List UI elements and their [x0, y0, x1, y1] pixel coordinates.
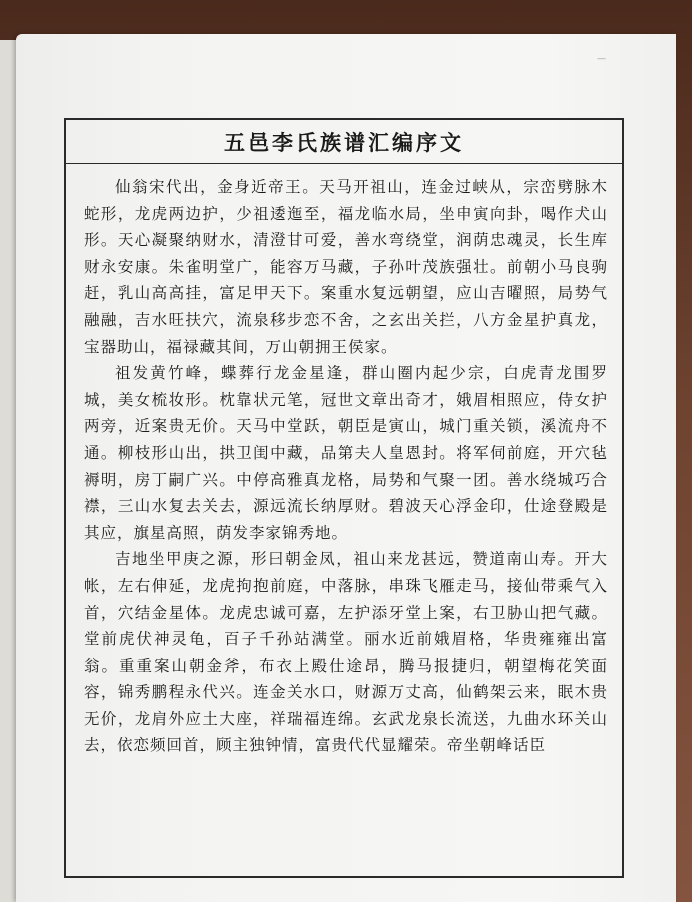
paragraph-3: 吉地坐甲庚之源，形曰朝金凤，祖山来龙甚远，赞道南山寿。开大帐，左右伸延，龙虎拘抱前庭，中落脉，串珠飞雁走马，接仙带乘气入首，穴结金星体。龙虎忠诚可嘉，左护添牙堂上案，右卫胁山把气藏。堂前虎伏神灵龟，百子千孙站满堂。丽水近前娥眉格，华贵雍雍出富翁。重重案山朝金斧，布衣上殿仕途昂，腾马报捷归，朝望梅花笑面容，锦秀鹏程永代兴。连金关水口，财源万丈高，仙鹤架云来，眠木贵无价，龙肩外应土大座，祥瑞福连绵。玄武龙泉长流送，九曲水环关山去，依恋频回首，顾主独钟情，富贵代代显耀荣。帝坐朝峰话臣	[84, 550, 608, 755]
document-title: 五邑李氏族谱汇编序文	[224, 130, 464, 155]
paragraph-2: 祖发黄竹峰，蝶葬行龙金星逢，群山圈内起少宗，白虎青龙围罗城，美女梳妆形。枕靠状元笔，冠世文章出奇才，娥眉相照应，侍女护两旁，近案贵无价。天马中堂跃，朝臣是寅山，城门重关锁，溪流舟不通。柳枝形山出，拱卫闺中藏，品第夫人皇恩封。将军伺前庭，开穴毡褥明，房丁嗣广兴。中停高雅真龙格，局势和气聚一团。善水绕城巧合襟，三山水复去关去，源远流长纳厚财。碧波天心浮金印，仕途登殿是其应，旗星高照，荫发李家锦秀地。	[84, 364, 608, 542]
book-page	[16, 34, 676, 902]
page-mark: —	[597, 54, 606, 64]
paragraph-1: 仙翁宋代出，金身近帝王。天马开祖山，连金过峡从，宗峦劈脉木蛇形，龙虎两边护，少祖逶迤至，福龙临水局，坐申寅向卦，喝作犬山形。天心凝聚纳财水，清澄甘可爱，善水弯绕堂，润荫忠魂灵，长生库财永安康。朱雀明堂广，能容万马藏，子孙叶茂族强壮。前朝小马良驹赶，乳山高高挂，富足甲天下。案重水复远朝望，应山吉曜照，局势气融融，吉水旺扶穴，流泉移步恋不舍，之玄出关拦，八方金星护真龙，宝器助山，福禄藏其间，万山朝拥王侯家。	[84, 178, 608, 356]
title-bar	[66, 120, 622, 164]
text-frame	[64, 118, 624, 878]
body-text	[84, 174, 608, 759]
